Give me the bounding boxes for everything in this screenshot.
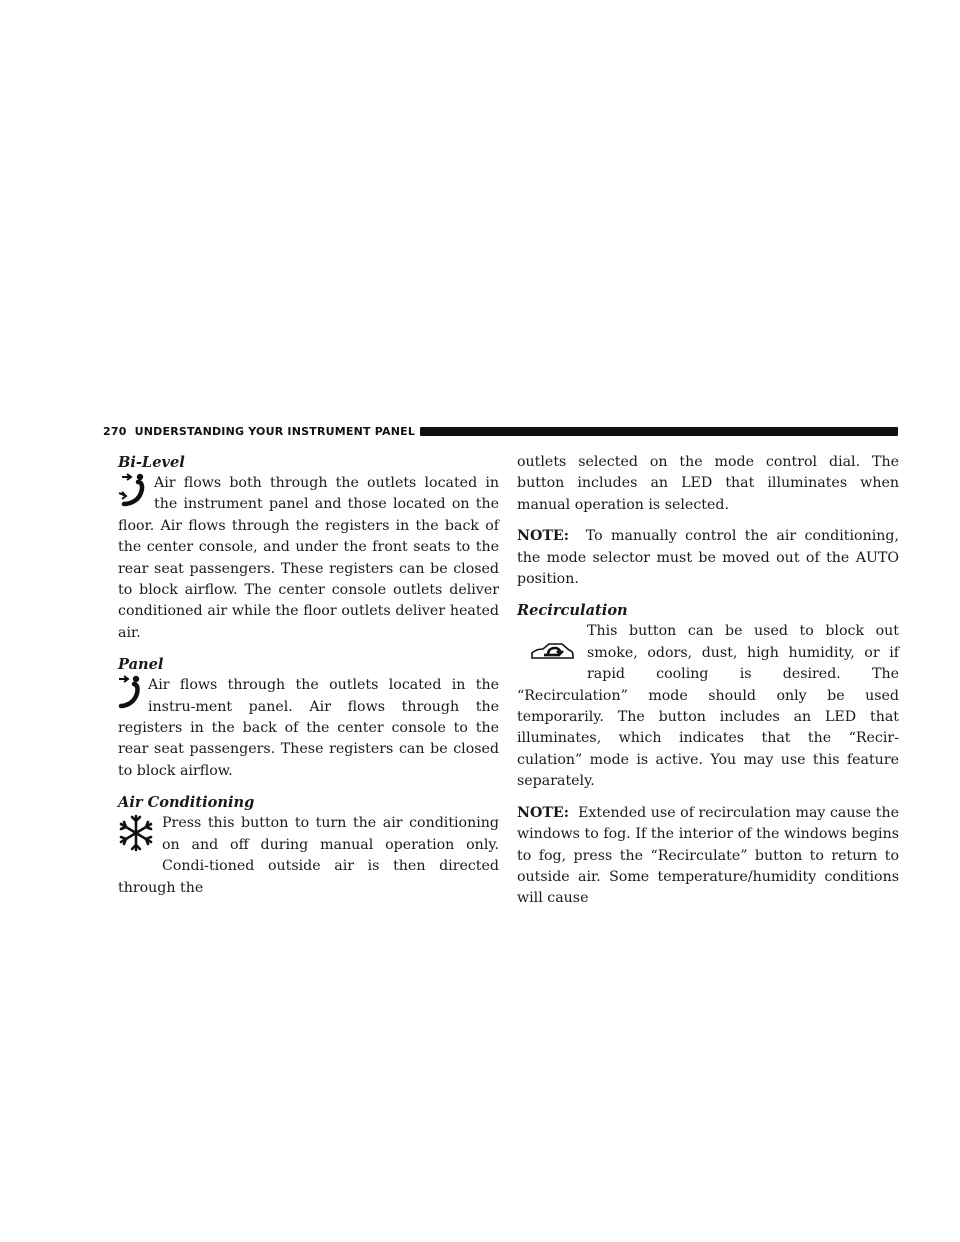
right-column [517,452,899,910]
left-column [118,452,499,899]
section-air-conditioning [118,792,499,899]
panel-airflow-icon [118,675,148,715]
section-text-recirculation: This button can be used to block out smoke, odors, dust, high humidity, or if rapid cooling is desired. The “Recirculation” mode should only be used temporarily. The button includes an LED that illuminates, which indicates that the “Recir-culation” mode is active. You may use this feature separately. [517,623,899,790]
page-number-and-title [103,425,415,438]
page-number: 270 [103,424,127,438]
section-heading-recirculation: Recirculation [517,602,628,620]
continuation-text: outlets selected on the mode control dial. The button includes an LED that illuminates when manual operation is selected. [517,454,899,513]
section-panel [118,654,499,782]
section-text-bi-level: Air flows both through the outlets located in the instrument panel and those located on the floor. Air flows through the registers in the back of the center console, and under the front seats to the rear seat passengers. These registers can be closed to block airflow. The center console outlets deliver conditioned air while the floor outlets deliver heated air. [118,475,499,641]
note-label: NOTE: [517,804,569,821]
note-label: NOTE: [517,528,569,545]
section-heading-bi-level: Bi-Level [118,454,185,471]
section-recirculation [517,600,899,792]
section-heading-panel: Panel [118,656,164,674]
header-rule [420,427,898,436]
note-text: Extended use of recirculation may cause the windows to fog. If the interior of the windows begins to fog, press the “Recirculate” button to return to outside air. Some temperature/humidity conditions will cause [517,804,899,907]
recirculation-car-icon [517,621,587,683]
page-title: UNDERSTANDING YOUR INSTRUMENT PANEL [134,424,416,438]
note-air-conditioning [517,526,899,590]
page-header [103,423,898,439]
snowflake-icon [118,813,162,877]
section-bi-level [118,452,499,644]
section-text-panel: Air flows through the outlets located in the instru-ment panel. Air flows through the registers in the back of the center console to the rear seat passengers. These registers can be closed to block airflow. [118,677,499,779]
bi-level-airflow-icon [118,473,154,513]
section-text-air-conditioning: Press this button to turn the air conditioning on and off during manual operation only. Condi-tioned outside air is then directed through the [118,815,499,896]
note-text: To manually control the air conditioning, the mode selector must be moved out of the AUTO position. [517,528,899,588]
section-heading-air-conditioning: Air Conditioning [118,794,255,812]
note-recirculation [517,803,899,910]
